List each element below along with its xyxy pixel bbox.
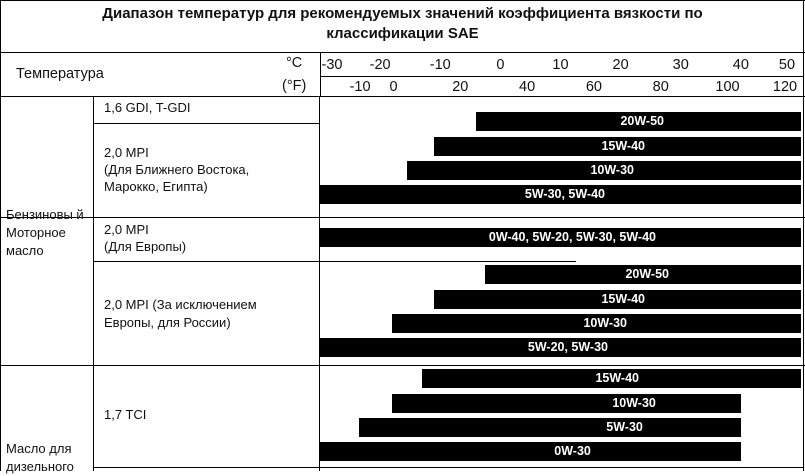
table-title [0,4,805,44]
engine-label-2-0-mpi-europe: 2,0 MPI (Для Европы) [104,222,187,254]
row-line-3 [93,261,576,262]
fahrenheit-tick-label: 100 [715,79,740,95]
border-right [803,0,804,471]
group-label-diesel: Масло для дизельного [6,441,74,474]
viscosity-bar [485,265,801,284]
fahrenheit-tick-label: 40 [519,79,536,95]
fahrenheit-tick-label: 0 [389,79,398,95]
row-line-2 [0,217,805,218]
celsius-tick-label: 0 [496,57,505,73]
title-line-2: классификации SAE [326,25,479,42]
group-column-line [93,96,94,471]
viscosity-bar-label: 10W-30 [590,163,634,177]
viscosity-bar-label: 5W-20, 5W-30 [527,340,608,354]
viscosity-bar-label: 10W-30 [583,316,627,330]
title-bottom-line [0,52,805,53]
fahrenheit-unit: (°F) [282,78,307,94]
viscosity-bar-label: 10W-30 [612,396,656,410]
celsius-tick-label: 40 [732,57,749,73]
celsius-tick-label: -10 [429,57,451,73]
viscosity-bar [320,228,801,247]
celsius-tick-label: -30 [321,57,343,73]
viscosity-bar [407,161,801,180]
temperature-label: Температура [16,66,104,82]
fahrenheit-tick-label: 60 [585,79,602,95]
fahrenheit-tick-label: 120 [772,79,798,95]
fahrenheit-tick-label: -10 [349,79,371,95]
viscosity-bar-label: 5W-30 [606,420,643,434]
fahrenheit-tick-label: 80 [652,79,669,95]
viscosity-bar [422,369,801,388]
viscosity-bar-label: 15W-40 [601,292,645,306]
title-line-1: Диапазон температур для рекомендуемых значений коэффициента вязкости по [102,5,703,22]
viscosity-bar [476,112,801,131]
celsius-tick-label: 50 [778,57,796,73]
engine-column-line [319,96,320,471]
engine-label-1-7-tci: 1,7 TCI [104,407,147,422]
celsius-tick-label: 10 [552,57,569,73]
scale-divider-line [320,76,803,77]
celsius-tick-label: -20 [369,57,391,73]
viscosity-bar [320,338,801,357]
engine-label-2-0-mpi-russia: 2,0 MPI (За исключением Европы, для России) [104,297,257,330]
row-line-1 [93,123,319,124]
engine-label-1-6-gdi: 1,6 GDI, T-GDI [104,100,191,115]
celsius-unit: °C [286,55,303,71]
engine-label-2-0-mpi-middle-east: 2,0 MPI (Для Ближнего Востока, Марокко, Египта) [104,145,250,194]
viscosity-bar-label: 20W-50 [620,114,664,128]
celsius-tick-label: 30 [672,57,689,73]
viscosity-bar [434,290,801,309]
viscosity-bar [434,137,801,156]
celsius-tick-label: 20 [612,57,629,73]
viscosity-bar [392,314,801,333]
viscosity-bar-label: 15W-40 [595,371,639,385]
row-line-5 [93,467,803,468]
viscosity-bar [392,394,741,413]
viscosity-bar [320,185,801,204]
viscosity-bar-label: 0W-40, 5W-20, 5W-30, 5W-40 [488,230,656,244]
viscosity-bar-label: 20W-50 [625,267,669,281]
row-line-4 [0,365,805,366]
group-label-gasoline: Бензиновы й Моторное масло [6,207,84,258]
viscosity-bar-label: 15W-40 [601,139,645,153]
viscosity-bar [320,442,741,461]
fahrenheit-tick-label: 20 [452,79,469,95]
viscosity-bar [359,418,741,437]
viscosity-bar-label: 5W-30, 5W-40 [524,187,605,201]
viscosity-bar-label: 0W-30 [554,444,591,458]
border-left [0,0,1,471]
border-top [0,0,805,1]
header-bottom-line [0,96,805,97]
